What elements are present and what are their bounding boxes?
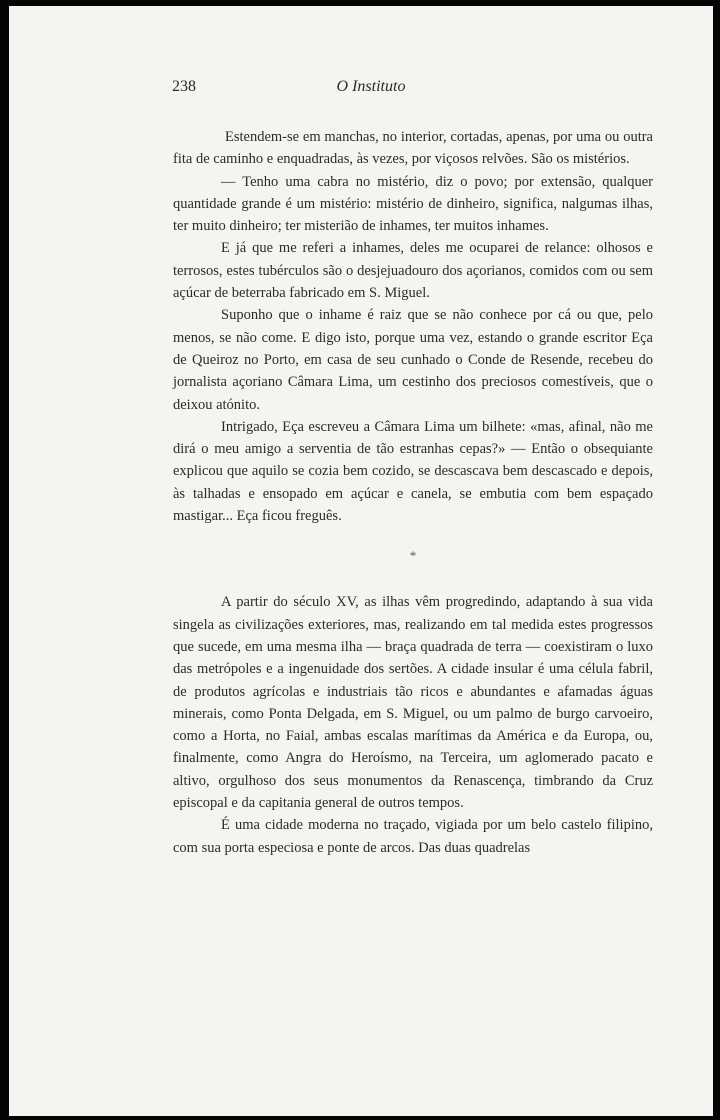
book-page — [9, 6, 713, 1116]
paragraph: Intrigado, Eça escreveu a Câmara Lima um bilhete: «mas, afinal, não me dirá o meu amigo a serventia de tão estranhas cepas?» — Então o obsequiante explicou que aquilo se cozia bem cozido, se descascava bem descascado e depois, às talhadas e ensopado em açúcar e canela, se embutia com bem espaçado mastigar... Eça ficou freguês. — [173, 418, 653, 525]
page-body — [173, 126, 653, 859]
section-separator: * — [409, 548, 417, 564]
page-header — [172, 78, 570, 102]
paragraph: E já que me referi a inhames, deles me ocuparei de relance: olhosos e terrosos, estes tubérculos são o desjejuadouro dos açorianos, comidos com ou sem açúcar de beterraba fabricado em S. Miguel. — [173, 240, 653, 302]
paragraph: Estendem-se em manchas, no interior, cortadas, apenas, por uma ou outra fita de caminho e enquadradas, às vezes, por viçosos relvões. São os mistérios. — [173, 129, 653, 168]
paragraph: É uma cidade moderna no traçado, vigiada por um belo castelo filipino, com sua porta especiosa e ponte de arcos. Das duas quadrelas — [173, 817, 653, 856]
paragraph: Suponho que o inhame é raiz que se não conhece por cá ou que, pelo menos, se não come. E digo isto, porque uma vez, estando o grande escritor Eça de Queiroz no Porto, em casa de seu cunhado o Conde de Resende, recebeu do jornalista açoriano Câmara Lima, um cestinho dos preciosos comestíveis, que o deixou atónito. — [173, 307, 653, 413]
page-number: 238 — [172, 78, 196, 95]
paragraph: — Tenho uma cabra no mistério, diz o povo; por extensão, qualquer quantidade grande é um mistério: mistério de dinheiro, significa, nalgumas ilhas, ter muito dinheiro; ter misterião de inhames, ter muitos inhames. — [173, 173, 653, 235]
running-title: O Instituto — [336, 78, 406, 95]
paragraph: A partir do século XV, as ilhas vêm progredindo, adaptando à sua vida singela as civilizações exteriores, mas, realizando em tal medida estes progressos que sucede, em uma mesma ilha — braça quadrada de terra — coexistiram o luxo das metrópoles e a ingenuidade dos sertões. A cidade insular é uma célula fabril, de produtos agrícolas e industriais tão ricos e abundantes e afamadas águas minerais, como Ponta Delgada, em S. Miguel, ou um palmo de burgo carvoeiro, como a Horta, no Faial, ambas escalas marítimas da América e da Europa, ou, finalmente, como Angra do Heroísmo, na Terceira, um aglomerado pacato e altivo, orgulhoso dos seus monumentos da Renascença, timbrando da Cruz episcopal e da capitania general de outros tempos. — [173, 594, 653, 812]
